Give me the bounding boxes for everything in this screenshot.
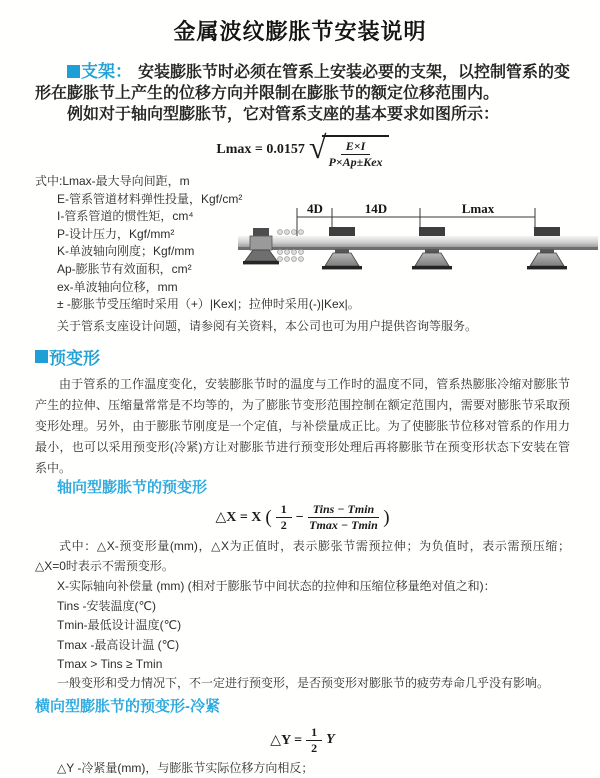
axial-item: Tmax > Tins ≥ Tmin (57, 656, 163, 671)
definition-item: ex-单波轴向位移，mm (57, 279, 178, 294)
support-example-line: 例如对于轴向型膨胀节，它对管系支座的基本要求如图所示： (67, 106, 500, 123)
lmax-formula-lhs: Lmax = 0.0157 (216, 142, 305, 157)
preform-paragraph: 由于管系的工作温度变化，安装膨胀节时的温度与工作时的温度不同，管系热膨胀冷缩对膨胀节产生的拉伸、压缩量常常是不均等的，为了膨胀节变形范围控制在额定范围内，需要对膨胀节采取预变形处理。另外，由于膨胀节刚度是一个定值，与补偿量成正比。为了使膨胀节位移对管系的作用力最小，也可以采用预变形(冷紧)方让对膨胀节进行预变形处理后再将膨胀节在预变形状态下安装在管系中。 (35, 377, 570, 476)
radicand (322, 135, 388, 169)
lateral-preform-heading: 横向型膨胀节的预变形-冷紧 (35, 697, 220, 715)
axial-item: Tmin-最低设计温度(℃) (57, 618, 182, 633)
dim-label-4d: 4D (307, 201, 323, 216)
lmax-formula (216, 131, 388, 169)
lmax-fraction (328, 140, 382, 169)
lmax-formula-row (35, 131, 570, 169)
half-fraction (306, 726, 322, 755)
dim-label-14d: 14D (364, 201, 388, 216)
temperature-fraction (308, 503, 380, 532)
fraction-denominator: 2 (311, 740, 318, 755)
fraction-numerator: 1 (276, 503, 292, 518)
document-body (0, 61, 600, 778)
axial-formula-explain: 式中：△X-预变形量(mm)，△X为正值时，表示膨张节需预拉伸；为负值时，表示需预压缩；△X=0时表示不需预变形。 (35, 539, 570, 574)
axial-formula (215, 503, 389, 532)
fraction-denominator: P×Ap±Kex (328, 155, 383, 169)
axial-preform-heading: 轴向型膨胀节的预变形 (57, 479, 208, 497)
close-paren: ) (383, 506, 390, 528)
fraction-numerator: E×I (341, 140, 371, 155)
support-section-label: 支架： (81, 62, 132, 81)
radical-icon: √ (308, 129, 327, 165)
section-square-icon (67, 65, 80, 78)
support-intro-paragraph (35, 61, 570, 104)
definition-item: I-管系管道的惯性矩，cm⁴ (57, 209, 194, 224)
dim-label-lmax: Lmax (461, 201, 495, 216)
definition-item: P-设计压力，Kgf/mm² (57, 226, 175, 241)
half-fraction (276, 503, 292, 532)
axial-note: 一般变形和受力情况下，不一定进行预变形，是否预变形对膨胀节的疲劳寿命几乎没有影响。 (57, 676, 550, 691)
sqrt-expression (309, 131, 389, 169)
axial-formula-lhs: △X = X (215, 510, 262, 526)
page-title: 金属波纹膨胀节安装说明 (173, 19, 427, 44)
plus-minus-note: ± -膨胀节受压缩时采用（+）|Kex|；拉伸时采用(-)|Kex|。 (57, 297, 360, 312)
fraction-denominator: Tmax − Tmin (309, 518, 378, 533)
section-square-icon (35, 350, 48, 363)
lateral-formula (270, 726, 334, 755)
pipe-support-diagram (235, 199, 600, 271)
axial-formula-row (35, 503, 570, 532)
preform-section-header (35, 344, 570, 369)
lateral-formula-rhs: Y (326, 732, 335, 748)
axial-item: Tmax -最高设计温 (℃) (57, 637, 180, 652)
fraction-numerator: 1 (306, 726, 322, 741)
definition-item: K-单波轴向刚度；Kgf/mm (57, 244, 195, 259)
axial-symbol-list (35, 577, 570, 674)
definition-item: 式中:Lmax-最大导向间距，m (35, 174, 190, 188)
service-note: 关于管系支座设计问题，请参阅有关资料，本公司也可为用户提供咨询等服务。 (57, 318, 478, 333)
axial-item: Tins -安装温度(℃) (57, 598, 157, 613)
axial-item: X-实际轴向补偿量 (mm) (相对于膨胀节中间状态的拉伸和压缩位移量绝对值之和)： (57, 579, 496, 594)
lateral-formula-lhs: △Y = (270, 732, 303, 748)
definition-item: Ap-膨胀节有效面积，cm² (57, 261, 192, 276)
minus-sign: − (295, 509, 304, 525)
lateral-note: △Y -冷紧量(mm)，与膨胀节实际位移方向相反； (57, 760, 314, 775)
definitions-and-diagram (35, 173, 570, 296)
definition-item: E-管系管道材料弹性投量，Kgf/cm² (57, 191, 243, 206)
lateral-formula-row (35, 726, 570, 755)
preform-section-label: 预变形 (49, 349, 100, 369)
pipe (238, 236, 598, 250)
open-paren: ( (265, 506, 272, 528)
fraction-denominator: 2 (280, 518, 287, 533)
support-intro-text: 安装膨胀节时必须在管系上安装必要的支架，以控制管系的变形在膨胀节上产生的位移方向并限制在膨胀节的额定位移范围内。 (35, 64, 571, 102)
fraction-numerator: Tins − Tmin (308, 503, 380, 518)
